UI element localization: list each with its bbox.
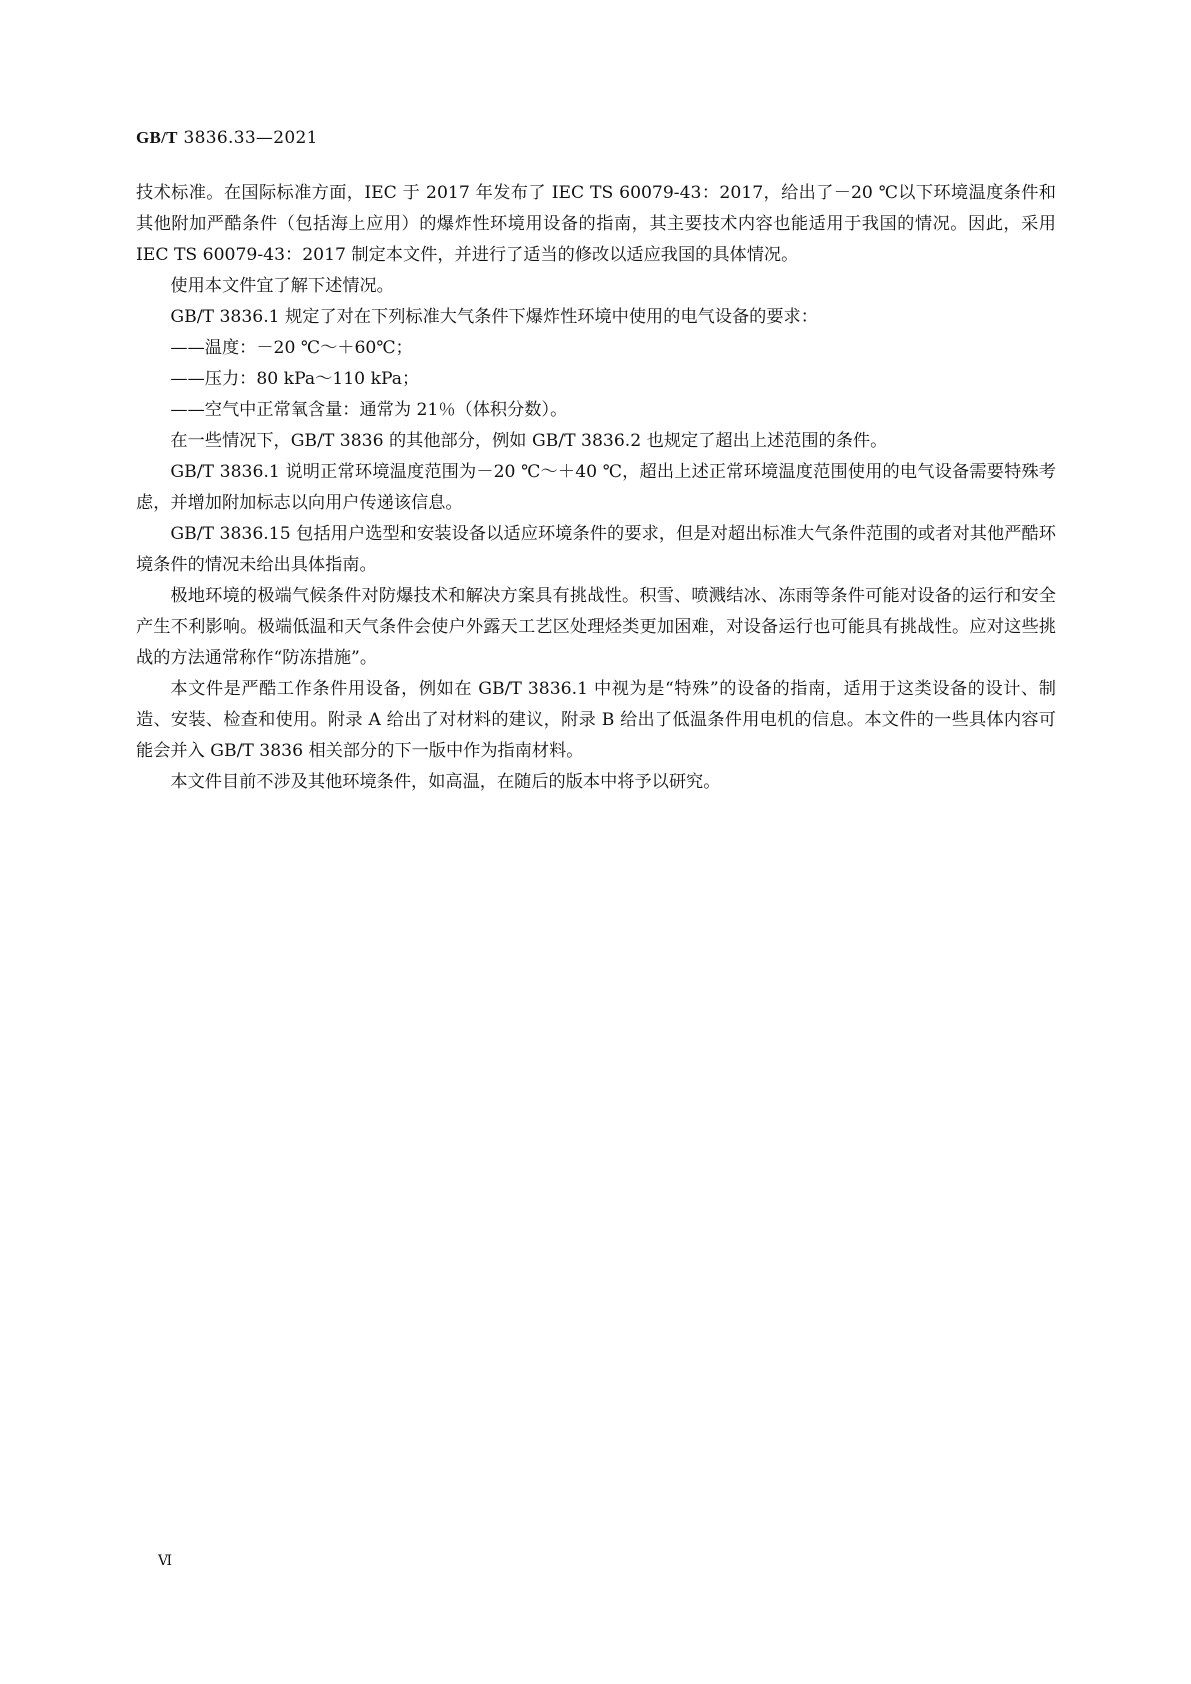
paragraph: 极地环境的极端气候条件对防爆技术和解决方案具有挑战性。积雪、喷溅结冰、冻雨等条件可能对设备的运行和安全产生不利影响。极端低温和天气条件会使户外露天工艺区处理烃类更加困难，对设备运行也可能具有挑战性。应对这些挑战的方法通常称作“防冻措施”。 [136,586,1056,668]
list-item: ——压力：80 kPa～110 kPa； [170,369,420,389]
paragraph: GB/T 3836.1 说明正常环境温度范围为－20 ℃～＋40 ℃，超出上述正常环境温度范围使用的电气设备需要特殊考虑，并增加附加标志以向用户传递该信息。 [136,462,1056,513]
paragraph: GB/T 3836.1 规定了对在下列标准大气条件下爆炸性环境中使用的电气设备的要求： [170,307,818,327]
paragraph: 本文件是严酷工作条件用设备，例如在 GB/T 3836.1 中视为是“特殊”的设备的指南，适用于这类设备的设计、制造、安装、检查和使用。附录 A 给出了对材料的建议，附录 B 给出了低温条件用电机的信息。本文件的一些具体内容可能会并入 GB/T 3836 相关部分的下一版中作为指南材料。 [136,679,1056,761]
paragraph: GB/T 3836.15 包括用户选型和安装设备以适应环境条件的要求，但是对超出标准大气条件范围的或者对其他严酷环境条件的情况未给出具体指南。 [136,524,1056,575]
list-item: ——空气中正常氧含量：通常为 21％（体积分数）。 [170,400,568,420]
paragraph: 在一些情况下，GB/T 3836 的其他部分，例如 GB/T 3836.2 也规定了超出上述范围的条件。 [170,431,888,451]
list-item: ——温度：－20 ℃～＋60℃； [170,338,413,358]
paragraph: 本文件目前不涉及其他环境条件，如高温，在随后的版本中将予以研究。 [170,772,721,792]
standard-code-prefix: GB/T [136,128,178,147]
body-text [136,178,1056,798]
standard-code-number: 3836.33—2021 [177,128,318,148]
paragraph: 使用本文件宜了解下述情况。 [170,276,394,296]
paragraph-continuation: 技术标准。在国际标准方面，IEC 于 2017 年发布了 IEC TS 60079-43：2017，给出了－20 ℃以下环境温度条件和其他附加严酷条件（包括海上应用）的爆炸性环境用设备的指南，其主要技术内容也能适用于我国的情况。因此，采用 IEC TS 60079-43：2017 制定本文件，并进行了适当的修改以适应我国的具体情况。 [136,183,1056,265]
standard-code-header [136,128,318,148]
page-number: Ⅵ [158,1554,173,1569]
